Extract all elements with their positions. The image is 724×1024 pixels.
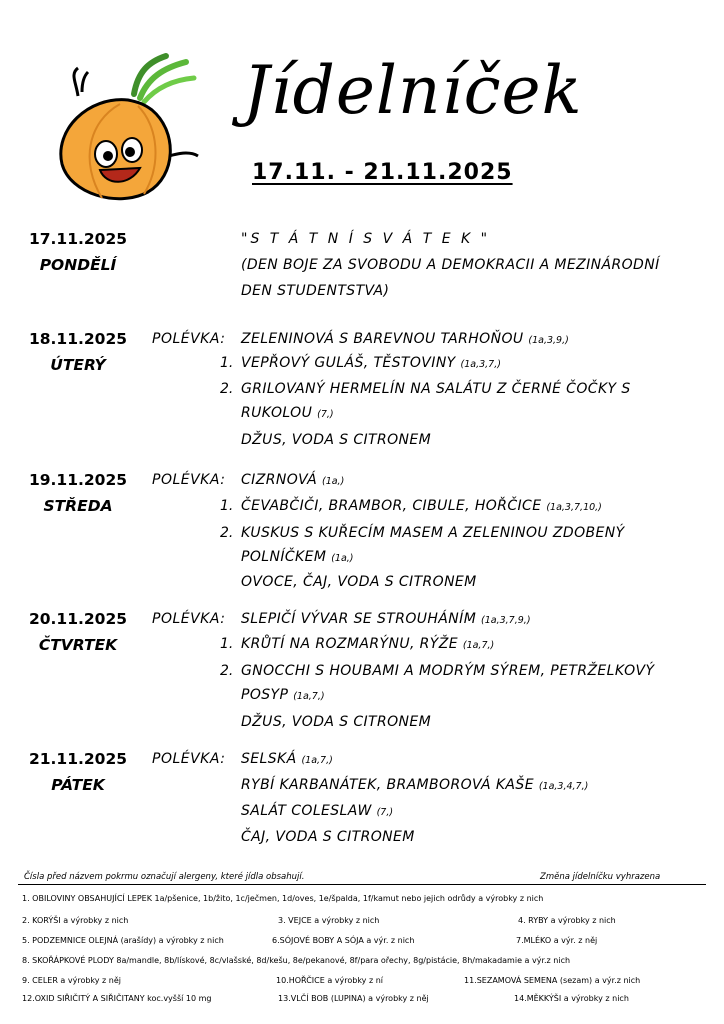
- allergens: (1a,): [331, 553, 354, 564]
- allergen-legend: [18, 870, 706, 1003]
- day-label: [28, 467, 128, 519]
- allergen-item: 14.MĚKKÝŠI a výrobky z nich: [514, 994, 629, 1003]
- meal-name: POSYP: [241, 687, 289, 703]
- allergen-item: 5. PODZEMNICE OLEJNÁ (arašídy) a výrobky z nich: [22, 936, 224, 945]
- holiday-line: (DEN BOJE ZA SVOBODU A DEMOKRACII A MEZINÁRODNÍ: [241, 257, 660, 273]
- drink-line: DŽUS, VODA S CITRONEM: [241, 714, 432, 730]
- allergens: (1a,7,): [293, 691, 325, 702]
- allergens: (1a,3,4,7,): [538, 781, 589, 792]
- holiday-line: DEN STUDENTSTVA): [241, 283, 390, 299]
- soup-label: POLÉVKA:: [152, 331, 226, 347]
- day-date: 20.11.2025: [28, 610, 128, 628]
- soup-label: POLÉVKA:: [152, 472, 226, 488]
- meal-2-cont: [241, 400, 334, 428]
- meal-2-cont: [241, 544, 354, 572]
- allergen-item: 13.VLČÍ BOB (LUPINA) a výrobky z něj: [278, 994, 429, 1003]
- meal-number: 1.: [220, 355, 234, 371]
- meal-number: 1.: [220, 636, 234, 652]
- day-name: ÚTERÝ: [50, 356, 106, 374]
- meal-2: GNOCCHI S HOUBAMI A MODRÝM SÝREM, PETRŽELKOVÝ: [241, 663, 655, 679]
- drink-line: OVOCE, ČAJ, VODA S CITRONEM: [241, 574, 477, 590]
- side-name: SALÁT COLESLAW: [241, 803, 372, 819]
- legend-note: Čísla před názvem pokrmu označují alergeny, které jídla obsahují.: [24, 872, 305, 882]
- meal-2-cont: [241, 682, 325, 710]
- meal-2: GRILOVANÝ HERMELÍN NA SALÁTU Z ČERNÉ ČOČKY S: [241, 381, 631, 397]
- date-range: 17.11. - 21.11.2025: [252, 160, 513, 185]
- meal-name: RUKOLOU: [241, 405, 313, 421]
- allergens: (7,): [376, 807, 394, 818]
- soup-label: POLÉVKA:: [152, 611, 226, 627]
- day-date: 19.11.2025: [28, 471, 128, 489]
- allergen-item: 10.HOŘČICE a výrobky z ní: [276, 976, 383, 985]
- allergens: (1a,3,7,10,): [546, 502, 602, 513]
- day-date: 18.11.2025: [28, 330, 128, 348]
- allergens: (1a,7,): [301, 755, 333, 766]
- allergen-item: 11.SEZAMOVÁ SEMENA (sezam) a výr.z nich: [464, 976, 641, 985]
- meal-name: POLNÍČKEM: [241, 549, 327, 565]
- meal-name: RYBÍ KARBANÁTEK, BRAMBOROVÁ KAŠE: [241, 777, 534, 793]
- allergen-item: 1. OBILOVINY OBSAHUJÍCÍ LEPEK 1a/pšenice, 1b/žito, 1c/ječmen, 1d/oves, 1e/špalda, 1f/kamut nebo jejich odrůdy a výrobky z nich: [22, 894, 544, 903]
- allergens: (1a,3,7,9,): [481, 615, 531, 626]
- meal-1: [241, 350, 501, 378]
- day-label: [28, 326, 128, 378]
- drink-line: DŽUS, VODA S CITRONEM: [241, 432, 432, 448]
- soup-line: [241, 606, 531, 634]
- day-label: [28, 226, 128, 278]
- day-name: PONDĚLÍ: [39, 256, 117, 274]
- allergen-item: 9. CELER a výrobky z něj: [22, 976, 122, 985]
- soup-name: SLEPIČÍ VÝVAR SE STROUHÁNÍM: [241, 611, 477, 627]
- main-line: [241, 772, 588, 800]
- soup-name: ZELENINOVÁ S BAREVNOU TARHOŇOU: [241, 331, 524, 347]
- allergens: (1a,3,7,): [460, 359, 501, 370]
- allergens: (1a,3,9,): [528, 335, 569, 346]
- day-name: PÁTEK: [51, 776, 105, 794]
- meal-name: KRŮTÍ NA ROZMARÝNU, RÝŽE: [241, 636, 458, 652]
- day-date: 17.11.2025: [28, 230, 128, 248]
- allergens: (1a,): [321, 476, 345, 487]
- allergen-item: 6.SÓJOVÉ BOBY A SÓJA a výr. z nich: [272, 936, 415, 945]
- day-date: 21.11.2025: [28, 750, 128, 768]
- allergen-item: 12.OXID SIŘIČITÝ A SIŘIČITANY koc.vyšší 10 mg: [22, 994, 212, 1003]
- allergens: (7,): [317, 409, 334, 420]
- allergen-item: 8. SKOŘÁPKOVÉ PLODY 8a/mandle, 8b/lískové, 8c/vlašské, 8d/kešu, 8e/pekanové, 8f/para ořechy, 8g/pistácie, 8h/makadamie a výr.z nich: [22, 956, 571, 965]
- day-name: ČTVRTEK: [38, 636, 118, 654]
- side-line: [241, 798, 393, 826]
- soup-name: SELSKÁ: [241, 751, 297, 767]
- meal-number: 2.: [220, 525, 234, 541]
- day-name: STŘEDA: [43, 497, 113, 515]
- meal-2: KUSKUS S KUŘECÍM MASEM A ZELENINOU ZDOBENÝ: [241, 525, 625, 541]
- soup-name: CIZRNOVÁ: [241, 472, 318, 488]
- meal-name: ČEVABČIČI, BRAMBOR, CIBULE, HOŘČICE: [241, 498, 542, 514]
- day-label: [28, 746, 128, 798]
- meal-name: VEPŘOVÝ GULÁŠ, TĚSTOVINY: [241, 355, 456, 371]
- drink-line: ČAJ, VODA S CITRONEM: [241, 829, 415, 845]
- allergen-item: 3. VEJCE a výrobky z nich: [278, 916, 380, 925]
- meal-number: 1.: [220, 498, 234, 514]
- meal-1: [241, 493, 602, 521]
- holiday-headline: "S T Á T N Í S V Á T E K ": [241, 231, 491, 247]
- day-label: [28, 606, 128, 658]
- allergens: (1a,7,): [462, 640, 495, 651]
- allergen-item: 4. RYBY a výrobky z nich: [518, 916, 616, 925]
- page-title: Jídelníček: [243, 52, 583, 129]
- legend-header: [18, 870, 706, 885]
- onion-mascot-icon: [48, 52, 208, 212]
- meal-number: 2.: [220, 381, 234, 397]
- legend-disclaimer: Změna jídelníčku vyhrazena: [540, 872, 661, 882]
- soup-label: POLÉVKA:: [152, 751, 226, 767]
- meal-1: [241, 631, 494, 659]
- allergen-item: 7.MLÉKO a výr. z něj: [516, 936, 598, 945]
- soup-line: [241, 467, 344, 495]
- meal-number: 2.: [220, 663, 234, 679]
- soup-line: [241, 746, 333, 774]
- allergen-item: 2. KORÝŠI a výrobky z nich: [22, 916, 129, 925]
